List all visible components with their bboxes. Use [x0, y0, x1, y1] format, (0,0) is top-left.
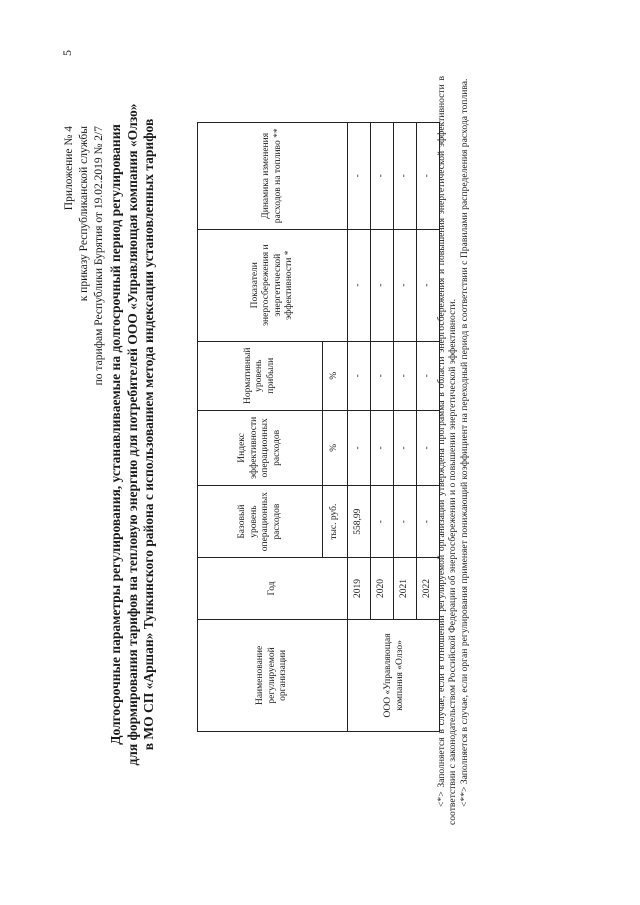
cell-profit: - [348, 341, 371, 410]
cell-profit: - [394, 341, 417, 410]
cell-base: - [394, 486, 417, 558]
cell-energy: - [348, 229, 371, 341]
footnote-2: <**> Заполняется в случае, если орган регулирования применяет понижающий коэффициент на переходный период в соответствии с Правилами распределения расхода топлива. [458, 78, 470, 807]
title-line-2: для формирования тарифов на тепловую энергию для потребителей ООО «Управляющая компания «Олзо» [124, 103, 140, 766]
cell-base: - [371, 486, 394, 558]
cell-profit: - [417, 341, 440, 410]
cell-fuel: - [371, 123, 394, 230]
unit-profit: % [323, 341, 348, 410]
cell-index: - [394, 410, 417, 485]
table-header-row [198, 123, 323, 732]
header-fuel: Динамика изменения расходов на топливо ** [198, 123, 348, 230]
cell-fuel: - [348, 123, 371, 230]
table-row [348, 123, 371, 732]
cell-year: 2019 [348, 558, 371, 620]
appendix-header [62, 126, 107, 385]
footnote-1: <*> Заполняется в случае, если в отношении регулируемой организации утверждена программа в области энергосбережения и повышения энергетической эффективности в соответствии с законодательством Российской Федерации об энергосбережении и о повышении энергетической эффективности. [436, 76, 459, 825]
cell-energy: - [394, 229, 417, 341]
cell-index: - [417, 410, 440, 485]
page-number: 5 [60, 50, 74, 56]
cell-energy: - [371, 229, 394, 341]
org-name-cell: ООО «Управляющая компания «Олзо» [348, 619, 440, 731]
cell-year: 2022 [417, 558, 440, 620]
title-line-1: Долгосрочные параметры регулирования, устанавливаемые на долгосрочный период регулирования [108, 124, 123, 745]
unit-base: тыс. руб. [323, 486, 348, 558]
cell-profit: - [371, 341, 394, 410]
parameters-table [197, 122, 440, 732]
title-line-3: в МО СП «Аршан» Тункинского района с использованием метода индексации установленных тарифов [141, 118, 156, 751]
appendix-line-1: Приложение № 4 [63, 126, 75, 211]
unit-index: % [323, 410, 348, 485]
footnotes [436, 76, 470, 825]
cell-energy: - [417, 229, 440, 341]
header-base: Базовый уровень операционных расходов [198, 486, 323, 558]
cell-fuel: - [417, 123, 440, 230]
appendix-line-3: по тарифам Республики Бурятия от 19.02.2019 № 2/7 [93, 126, 105, 386]
header-org: Наименование регулируемой организации [198, 619, 348, 731]
cell-year: 2020 [371, 558, 394, 620]
cell-index: - [348, 410, 371, 485]
header-year: Год [198, 558, 348, 620]
cell-fuel: - [394, 123, 417, 230]
cell-base: 558,99 [348, 486, 371, 558]
header-profit: Нормативный уровень прибыли [198, 341, 323, 410]
document-title [108, 50, 158, 819]
cell-index: - [371, 410, 394, 485]
appendix-line-2: к приказу Республиканской службы [78, 126, 90, 302]
cell-year: 2021 [394, 558, 417, 620]
header-energy: Показатели энергосбережения и энергетической эффективности * [198, 229, 348, 341]
header-index: Индекс эффективности операционных расходов [198, 410, 323, 485]
cell-base: - [417, 486, 440, 558]
